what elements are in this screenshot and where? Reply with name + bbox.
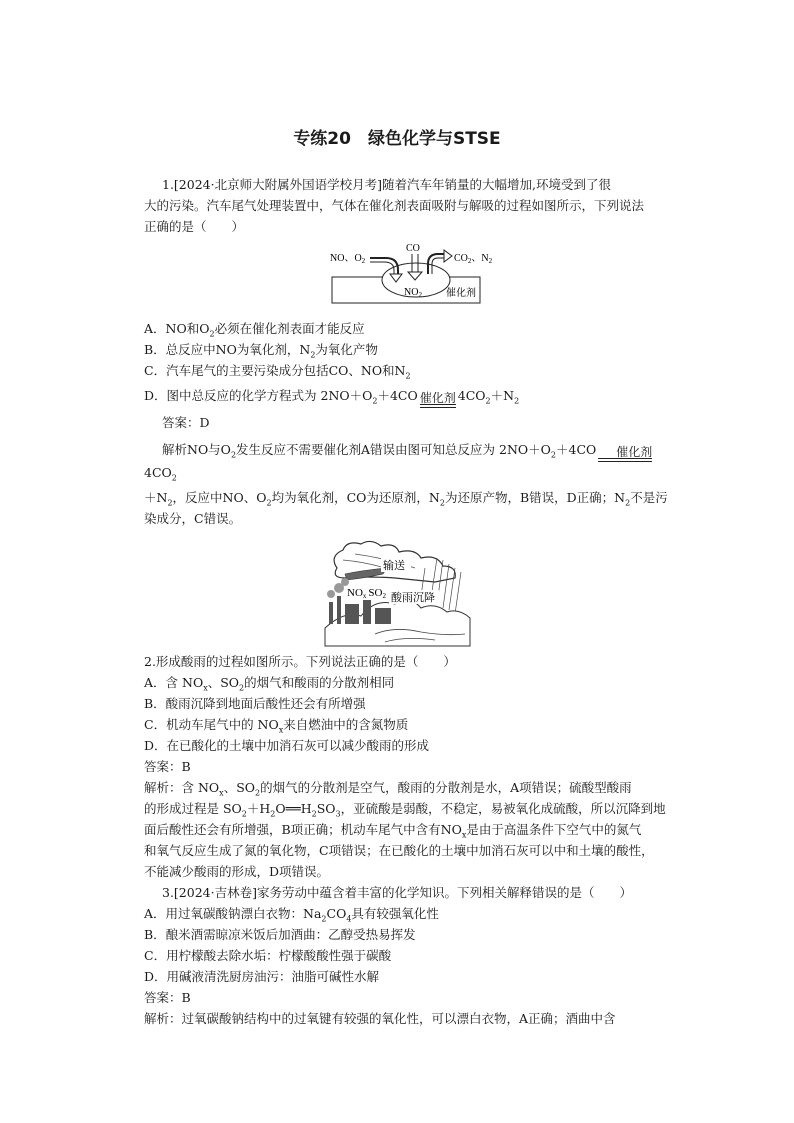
q2-answer: 答案：B: [144, 759, 191, 774]
q3-option-b: B．酿米酒需晾凉米饭后加酒曲：乙醇受热易挥发: [144, 927, 416, 942]
label-transport: 输送: [383, 560, 405, 572]
q2-analysis-line1: 解析：含 $NO_x$、$SO_2$的烟气的分散剂是空气，酸雨的分散剂是水，A项错误；硫酸型酸雨: [144, 780, 632, 798]
catalyst-condition-2: 催化剂: [598, 446, 652, 462]
q2-analysis-line5: 不能减少酸雨的形成，D项错误。: [144, 864, 330, 879]
label-acid-rain: 酸雨沉降: [391, 592, 435, 604]
q2-analysis-line2: 的形成过程是 $SO_2+H_2O══H_2SO_3$，亚硫酸是弱酸，不稳定，易被氧化成硫酸，所以沉降到地: [144, 801, 666, 819]
q1-option-d: D．图中总反应的化学方程式为 $2NO+O_2+4CO$ 催化剂 $4CO_2+N_2$: [144, 385, 676, 408]
question-1: [144, 174, 676, 237]
q2-option-b: B．酸雨沉降到地面后酸性还会有所增强: [144, 696, 366, 711]
q3-stem: 3.[2024·吉林卷]家务劳动中蕴含着丰富的化学知识。下列相关解释错误的是（ ）: [162, 885, 632, 900]
q1-analysis-line2: $+N_2$，反应中NO、$O_2$均为氧化剂，CO为还原剂，$N_2$为还原产物，B错误，D正确；$N_2$不是污: [144, 490, 668, 508]
q1-stem-line2: 大的污染。汽车尾气处理装置中，气体在催化剂表面吸附与解吸的过程如图所示，下列说法: [144, 198, 645, 213]
q1-option-c: C．汽车尾气的主要污染成分包括CO、NO和$N_2$: [144, 363, 411, 381]
acid-rain-illustration: [325, 538, 470, 646]
q1-stem-line1: 1.[2024·北京师大附属外国语学校月考]随着汽车年销量的大幅增加,环境受到了很: [162, 177, 611, 192]
q1-option-a: A．NO和$O_2$必须在催化剂表面才能反应: [144, 321, 365, 339]
q3-option-c: C．用柠檬酸去除水垢：柠檬酸酸性强于碳酸: [144, 948, 392, 963]
q2-stem: 2.形成酸雨的过程如图所示。下列说法正确的是（ ）: [144, 654, 456, 669]
q1-options: [144, 318, 676, 529]
q1-stem-line3: 正确的是（ ）: [144, 219, 245, 234]
q2-option-a: A．含 $NO_x$、$SO_2$的烟气和酸雨的分散剂相同: [144, 675, 395, 693]
q3-answer: 答案：B: [144, 990, 191, 1005]
label-co: CO: [406, 243, 420, 254]
label-no2: $NO_2$: [404, 287, 422, 299]
q2-option-d: D．在已酸化的土壤中加消石灰可以减少酸雨的形成: [144, 738, 430, 753]
smoke-icon: [327, 578, 349, 598]
q3-option-d: D．用碱液清洗厨房油污：油脂可碱性水解: [144, 969, 380, 984]
q3-option-a: A．用过氧碳酸钠漂白衣物：$Na_2CO_4$具有较强氧化性: [144, 906, 439, 924]
label-catalyst: 催化剂: [446, 288, 476, 299]
label-no-o2: NO、$O_2$: [330, 253, 366, 265]
q1-option-b: B．总反应中NO为氧化剂，$N_2$为氧化产物: [144, 342, 378, 360]
question-2: [144, 651, 676, 882]
q2-option-c: C．机动车尾气中的 $NO_x$来自燃油中的含氮物质: [144, 717, 409, 735]
question-3: [144, 882, 676, 1029]
catalyst-diagram: [326, 240, 493, 308]
q1-analysis-line3: 染成分，C错误。: [144, 511, 242, 526]
q2-analysis-line3: 面后酸性还会有所增强，B项正确；机动车尾气中含有$NO_x$是由于高温条件下空气中的氮气: [144, 822, 642, 840]
catalyst-condition: 催化剂: [420, 392, 456, 408]
q1-analysis-line1: 解析NO与$O_2$发生反应不需要催化剂A错误由图可知总反应为 $2NO+O_2+4CO$ 催化剂 $4CO_2$: [144, 442, 653, 483]
page-title: 专练20 绿色化学与STSE: [293, 129, 501, 149]
q2-analysis-line4: 和氧气反应生成了氮的氧化物，C项错误；在已酸化的土壤中加消石灰可以中和土壤的酸性，: [144, 843, 654, 858]
label-co2-n2: $CO_2$、$N_2$: [454, 253, 493, 265]
q3-analysis: 解析：过氧碳酸钠结构中的过氧键有较强的氧化性，可以漂白衣物，A正确；酒曲中含: [144, 1011, 616, 1026]
label-nox-so2: NOx SO2: [347, 587, 386, 600]
q1-answer: 答案：D: [162, 415, 210, 430]
